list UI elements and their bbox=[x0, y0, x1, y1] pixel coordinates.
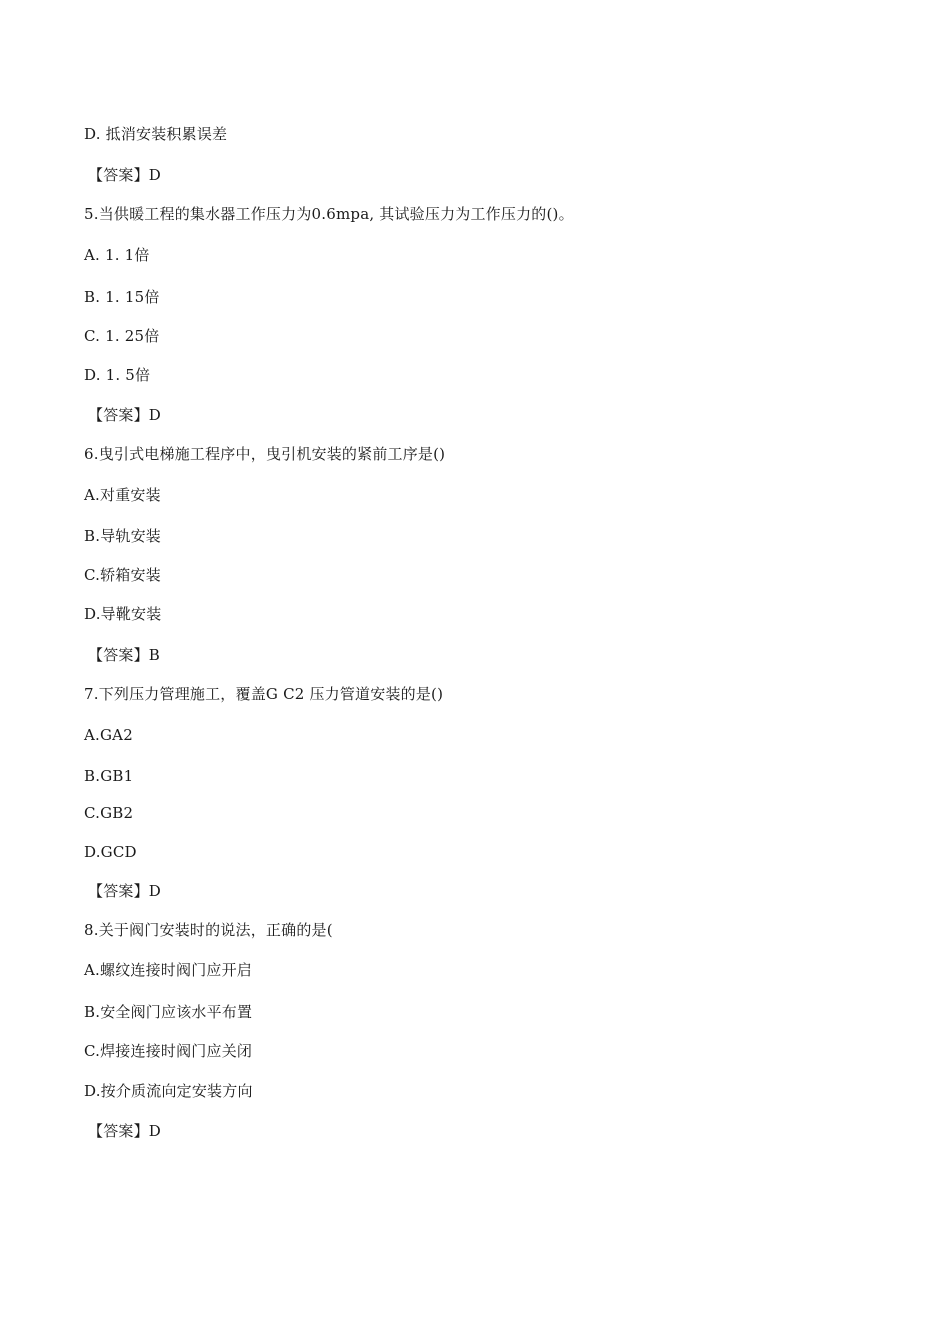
answer-line: 【答案】D bbox=[88, 1122, 162, 1140]
option-line: A.对重安装 bbox=[84, 486, 161, 504]
option-line: D. 1. 5倍 bbox=[84, 366, 151, 384]
option-line: B. 1. 15倍 bbox=[84, 288, 160, 306]
answer-line: 【答案】D bbox=[88, 406, 162, 424]
question-line: 6.曳引式电梯施工程序中，曳引机安装的紧前工序是() bbox=[84, 445, 446, 463]
option-line: B.导轨安装 bbox=[84, 527, 161, 545]
option-line: C. 1. 25倍 bbox=[84, 327, 160, 345]
option-line: C.焊接连接时阀门应关闭 bbox=[84, 1042, 253, 1060]
question-line: 5.当供暖工程的集水器工作压力为0.6mpa, 其试验压力为工作压力的()。 bbox=[84, 205, 574, 223]
option-line: B.安全阀门应该水平布置 bbox=[84, 1003, 253, 1021]
option-line: C.轿箱安装 bbox=[84, 566, 161, 584]
answer-line: 【答案】D bbox=[88, 166, 162, 184]
option-line: A. 1. 1倍 bbox=[84, 246, 150, 264]
question-line: 8.关于阀门安装时的说法，正确的是( bbox=[84, 921, 333, 939]
question-line: 7.下列压力管理施工，覆盖G C2 压力管道安装的是() bbox=[84, 685, 444, 703]
answer-line: 【答案】B bbox=[88, 646, 161, 664]
option-line: D. 抵消安装积累误差 bbox=[84, 125, 228, 143]
answer-line: 【答案】D bbox=[88, 882, 162, 900]
option-line: D.按介质流向定安装方向 bbox=[84, 1082, 253, 1100]
option-line: A.GA2 bbox=[84, 726, 133, 744]
option-line: A.螺纹连接时阀门应开启 bbox=[84, 961, 253, 979]
option-line: C.GB2 bbox=[84, 804, 134, 822]
option-line: B.GB1 bbox=[84, 767, 134, 785]
option-line: D.导靴安装 bbox=[84, 605, 162, 623]
option-line: D.GCD bbox=[84, 843, 137, 861]
